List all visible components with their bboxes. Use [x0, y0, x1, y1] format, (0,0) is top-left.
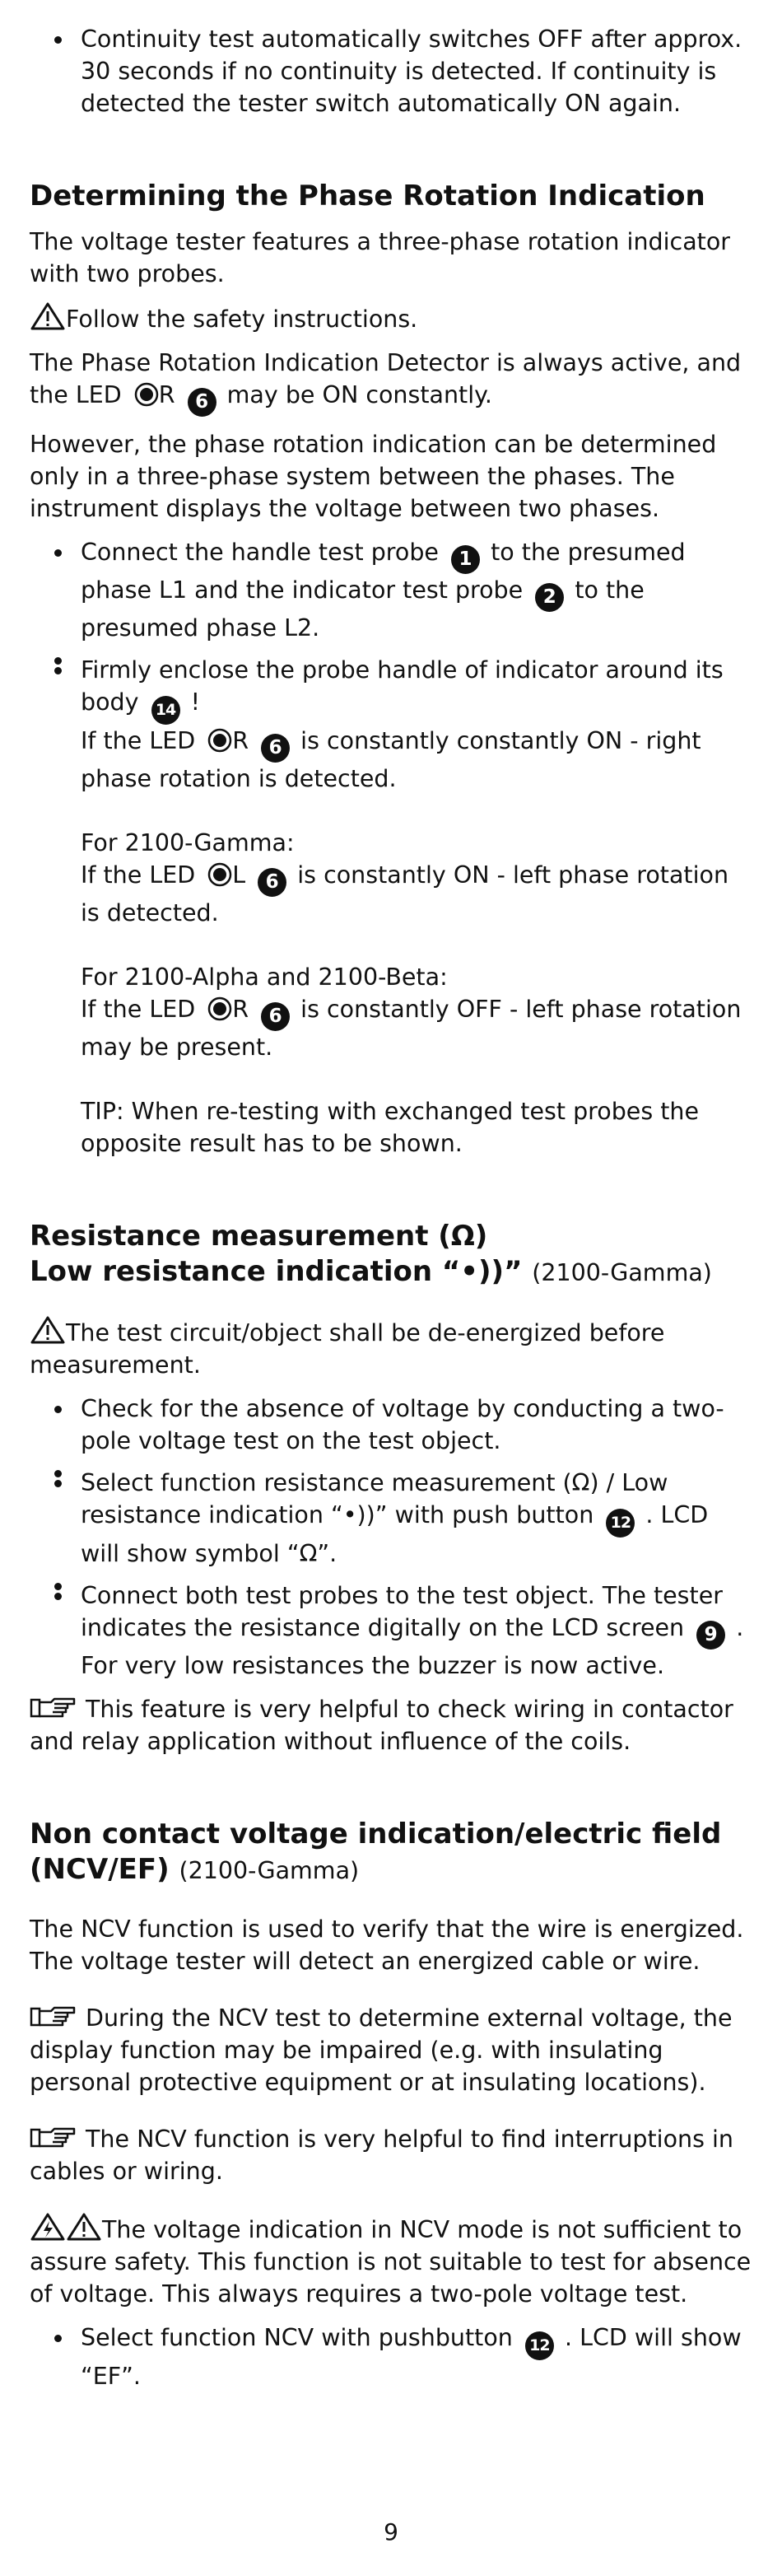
led-rotation-icon: [207, 862, 232, 887]
callout-badge: 1: [451, 545, 480, 574]
wiring-note: This feature is very helpful to check wiring in contactor and relay application without influence of the coils.: [30, 1696, 733, 1755]
tip-text: TIP: When re-testing with exchanged test probes the opposite result has to be shown.: [81, 1098, 700, 1157]
ncv-note-helpful: The NCV function is very helpful to find interruptions in cables or wiring.: [30, 2126, 733, 2185]
three-phase-paragraph: However, the phase rotation indication can be determined only in a three-phase system between the phases. The instrument displays the voltage between two phases.: [30, 431, 717, 522]
de-energize-warning: The test circuit/object shall be de-energized before measurement.: [30, 1315, 754, 1381]
list-item: Check for the absence of voltage by conducting a two-pole voltage test on the test object.: [30, 1393, 754, 1457]
callout-badge: 6: [188, 388, 216, 417]
ncv-safety-warning: The voltage indication in NCV mode is not sufficient to assure safety. This function is not suitable to test for absence of voltage. This always requires a two-pole voltage test.: [30, 2212, 754, 2310]
continuity-list: [30, 23, 754, 119]
callout-badge: 6: [261, 1002, 290, 1031]
ncv-steps-list: [30, 2322, 754, 2392]
callout-badge: 2: [535, 583, 564, 612]
pointing-hand-icon: [30, 2126, 77, 2150]
phase-steps-list: [30, 536, 754, 1160]
list-item: Select function NCV with pushbutton 12 . LCD will show “EF”.: [30, 2322, 754, 2392]
list-item: Continuity test automatically switches OFF after approx. 30 seconds if no continuity is detected. If continuity is detected the tester switch automatically ON again.: [30, 23, 754, 119]
callout-badge: 12: [606, 1509, 635, 1538]
phase-rotation-heading: Determining the Phase Rotation Indication: [30, 180, 705, 212]
callout-badge: 9: [696, 1621, 725, 1650]
gamma-label: For 2100-Gamma:: [81, 829, 295, 856]
warning-triangle-icon: [30, 301, 66, 331]
callout-badge: 6: [258, 868, 286, 897]
manual-page: [30, 23, 754, 2392]
list-item: Firmly enclose the probe handle of indicator around its body 14 ! If the LED R 6 is constantly constantly ON - right phase rotation is detected. For 2100-Gamma: If the LED L 6 is constantly ON - left phase rotation is detected. For 2100-Alpha and 2100-Beta: If the LED R 6 is constantly OFF - left phase rotation may be present. TIP: When re-testing with exchanged test probes the opposite result has to be shown.: [30, 654, 754, 1160]
warning-triangle-icon: [30, 1315, 66, 1345]
detector-paragraph: The Phase Rotation Indication Detector is always active, and the LED R 6 may be ON constantly.: [30, 347, 754, 417]
phase-intro: The voltage tester features a three-phase rotation indicator with two probes.: [30, 228, 730, 287]
high-voltage-warning-icon: [30, 2212, 66, 2242]
callout-badge: 6: [261, 734, 290, 763]
list-item: Connect the handle test probe 1 to the presumed phase L1 and the indicator test probe 2 to the presumed phase L2.: [30, 536, 754, 644]
list-item: Select function resistance measurement (Ω) / Low resistance indication “•))” with push button 12 . LCD will show symbol “Ω”.: [30, 1467, 754, 1570]
callout-badge: 12: [525, 2331, 554, 2360]
pointing-hand-icon: [30, 2004, 77, 2029]
callout-badge: 14: [151, 696, 180, 725]
ncv-heading: Non contact voltage indication/electric field (NCV/EF) (2100-Gamma): [30, 1818, 722, 1886]
ncv-intro: The NCV function is used to verify that the wire is energized. The voltage tester will detect an energized cable or wire.: [30, 1916, 744, 1975]
resistance-steps-list: [30, 1393, 754, 1682]
resistance-heading: Resistance measurement (Ω) Low resistance indication “•))” (2100-Gamma): [30, 1220, 712, 1288]
list-item: Connect both test probes to the test object. The tester indicates the resistance digitally on the LCD screen 9 . For very low resistances the buzzer is now active.: [30, 1580, 754, 1682]
pointing-hand-icon: [30, 1696, 77, 1720]
led-rotation-icon: [207, 728, 232, 753]
page-number: 9: [384, 2518, 398, 2546]
led-rotation-icon: [207, 996, 232, 1021]
safety-note: Follow the safety instructions.: [30, 301, 754, 335]
led-rotation-icon: [134, 382, 159, 407]
warning-triangle-icon: [66, 2212, 102, 2242]
alpha-beta-label: For 2100-Alpha and 2100-Beta:: [81, 964, 448, 991]
ncv-note-impaired: During the NCV test to determine external voltage, the display function may be impaired (e.g. with insulating personal protective equipment or at insulating locations).: [30, 2004, 733, 2096]
